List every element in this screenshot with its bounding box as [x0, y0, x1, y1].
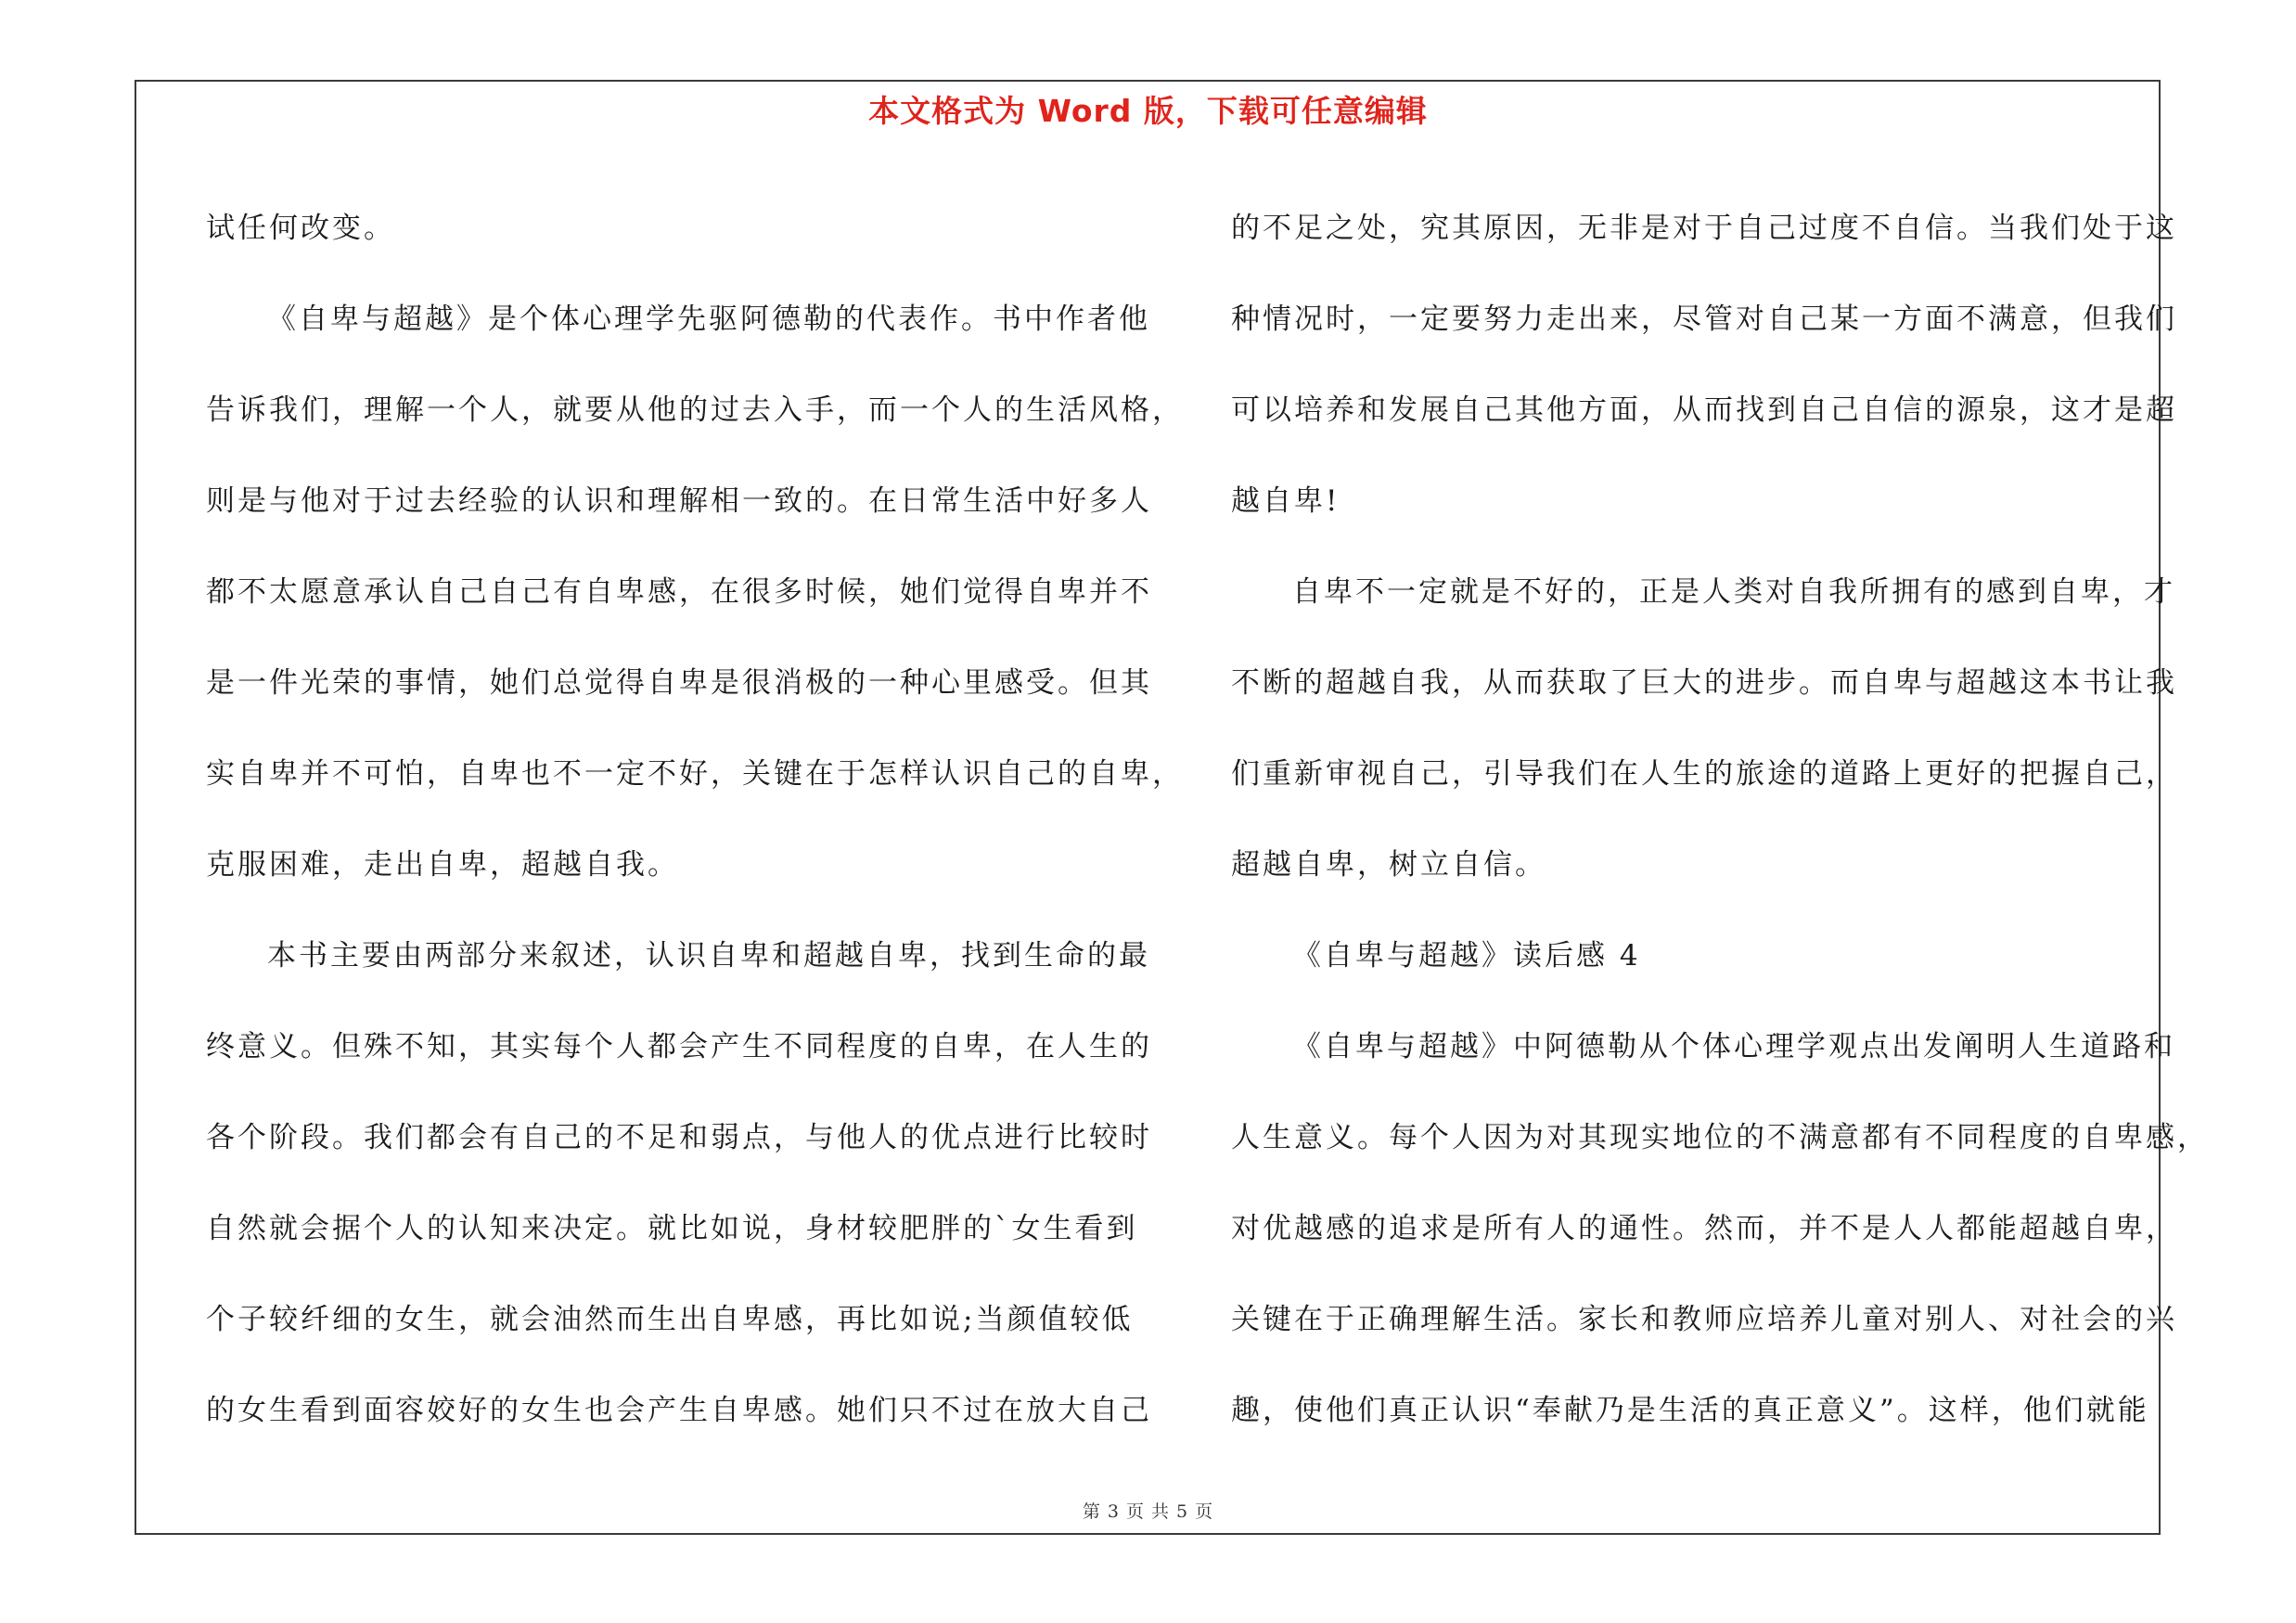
text-line: 的女生看到面容姣好的女生也会产生自卑感。她们只不过在放大自己 — [206, 1394, 1152, 1427]
text-line: 《自卑与超越》中阿德勒从个体心理学观点出发阐明人生道路和 — [1292, 1030, 2175, 1063]
text-line: 的不足之处，究其原因，无非是对于自己过度不自信。当我们处于这 — [1231, 212, 2177, 245]
text-line: 越自卑! — [1231, 484, 1340, 518]
text-line: 实自卑并不可怕，自卑也不一定不好，关键在于怎样认识自己的自卑， — [206, 757, 1184, 791]
text-line: 《自卑与超越》读后感 4 — [1292, 939, 1641, 973]
text-line: 试任何改变。 — [206, 212, 395, 245]
text-line: 趣，使他们真正认识“奉献乃是生活的真正意义”。这样，他们就能 — [1231, 1394, 2149, 1427]
text-line: 个子较纤细的女生，就会油然而生出自卑感，再比如说;当颜值较低 — [206, 1303, 1134, 1336]
header-notice: 本文格式为 Word 版，下载可任意编辑 — [868, 93, 1428, 129]
text-line: 克服困难，走出自卑，超越自我。 — [206, 848, 679, 882]
text-line: 是一件光荣的事情，她们总觉得自卑是很消极的一种心里感受。但其 — [206, 666, 1152, 700]
text-line: 对优越感的追求是所有人的通性。然而，并不是人人都能超越自卑， — [1231, 1212, 2177, 1245]
text-line: 关键在于正确理解生活。家长和教师应培养儿童对别人、对社会的兴 — [1231, 1303, 2177, 1336]
text-line: 告诉我们，理解一个人，就要从他的过去入手，而一个人的生活风格， — [206, 393, 1184, 427]
text-line: 人生意义。每个人因为对其现实地位的不满意都有不同程度的自卑感， — [1231, 1121, 2209, 1154]
text-line: 种情况时，一定要努力走出来，尽管对自己某一方面不满意，但我们 — [1231, 303, 2177, 336]
text-line: 各个阶段。我们都会有自己的不足和弱点，与他人的优点进行比较时 — [206, 1121, 1152, 1154]
text-line: 本书主要由两部分来叙述，认识自卑和超越自卑，找到生命的最 — [267, 939, 1150, 973]
text-line: 们重新审视自己，引导我们在人生的旅途的道路上更好的把握自己， — [1231, 757, 2177, 791]
text-line: 《自卑与超越》是个体心理学先驱阿德勒的代表作。书中作者他 — [267, 303, 1150, 336]
right-column — [1231, 183, 2209, 1456]
text-line: 不断的超越自我，从而获取了巨大的进步。而自卑与超越这本书让我 — [1231, 666, 2177, 700]
text-line: 都不太愿意承认自己自己有自卑感，在很多时候，她们觉得自卑并不 — [206, 575, 1152, 609]
text-line: 自然就会据个人的认知来决定。就比如说，身材较肥胖的`女生看到 — [206, 1212, 1138, 1245]
left-column — [206, 183, 1184, 1456]
text-line: 自卑不一定就是不好的，正是人类对自我所拥有的感到自卑，才 — [1292, 575, 2175, 609]
page-footer: 第 3 页 共 5 页 — [1082, 1501, 1214, 1522]
text-line: 超越自卑，树立自信。 — [1231, 848, 1546, 882]
text-line: 终意义。但殊不知，其实每个人都会产生不同程度的自卑，在人生的 — [206, 1030, 1152, 1063]
text-line: 可以培养和发展自己其他方面，从而找到自己自信的源泉，这才是超 — [1231, 393, 2177, 427]
text-line: 则是与他对于过去经验的认识和理解相一致的。在日常生活中好多人 — [206, 484, 1152, 518]
